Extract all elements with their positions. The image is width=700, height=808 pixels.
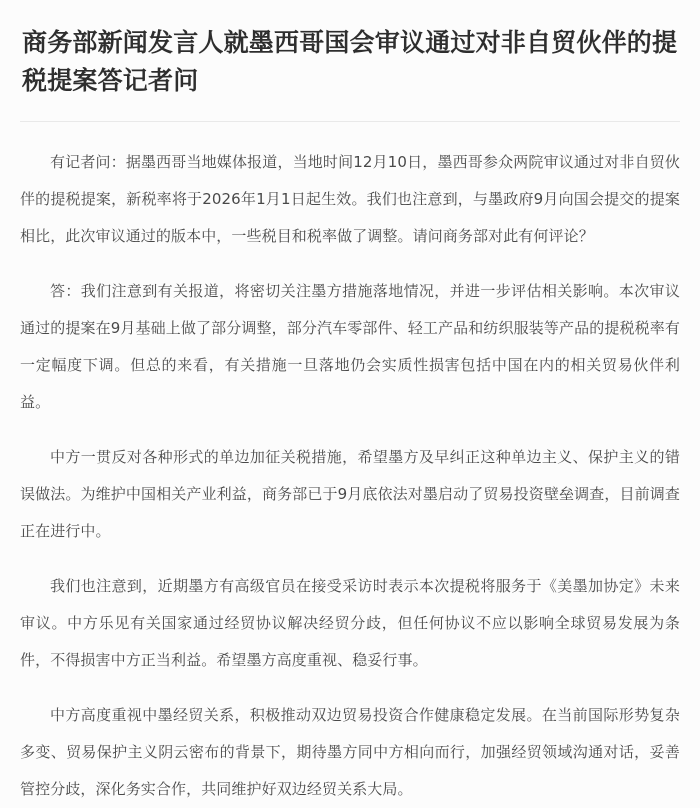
article-paragraph: 答：我们注意到有关报道，将密切关注墨方措施落地情况，并进一步评估相关影响。本次审议通过的提案在9月基础上做了部分调整，部分汽车零部件、轻工产品和纺织服装等产品的提税税率有一定幅度下调。但总的来看，有关措施一旦落地仍会实质性损害包括中国在内的相关贸易伙伴利益。 — [20, 282, 680, 411]
article-paragraph: 我们也注意到，近期墨方有高级官员在接受采访时表示本次提税将服务于《美墨加协定》未来审议。中方乐见有关国家通过经贸协议解决经贸分歧，但任何协议不应以影响全球贸易发展为条件，不得损害中方正当利益。希望墨方高度重视、稳妥行事。 — [20, 577, 680, 669]
article-paragraph: 有记者问：据墨西哥当地媒体报道，当地时间12月10日，墨西哥参众两院审议通过对非自贸伙伴的提税提案，新税率将于2026年1月1日起生效。我们也注意到，与墨政府9月向国会提交的提案相比，此次审议通过的版本中，一些税目和税率做了调整。请问商务部对此有何评论？ — [20, 153, 680, 245]
title-divider — [20, 121, 680, 122]
article-paragraph: 中方高度重视中墨经贸关系，积极推动双边贸易投资合作健康稳定发展。在当前国际形势复杂多变、贸易保护主义阴云密布的背景下，期待墨方同中方相向而行，加强经贸领域沟通对话，妥善管控分歧，深化务实合作，共同维护好双边经贸关系大局。 — [20, 706, 680, 798]
article-paragraph: 中方一贯反对各种形式的单边加征关税措施，希望墨方及早纠正这种单边主义、保护主义的错误做法。为维护中国相关产业利益，商务部已于9月底依法对墨启动了贸易投资壁垒调查，目前调查正在进行中。 — [20, 448, 680, 540]
article-body — [18, 144, 682, 808]
page-title: 商务部新闻发言人就墨西哥国会审议通过对非自贸伙伴的提税提案答记者问 — [22, 28, 678, 95]
